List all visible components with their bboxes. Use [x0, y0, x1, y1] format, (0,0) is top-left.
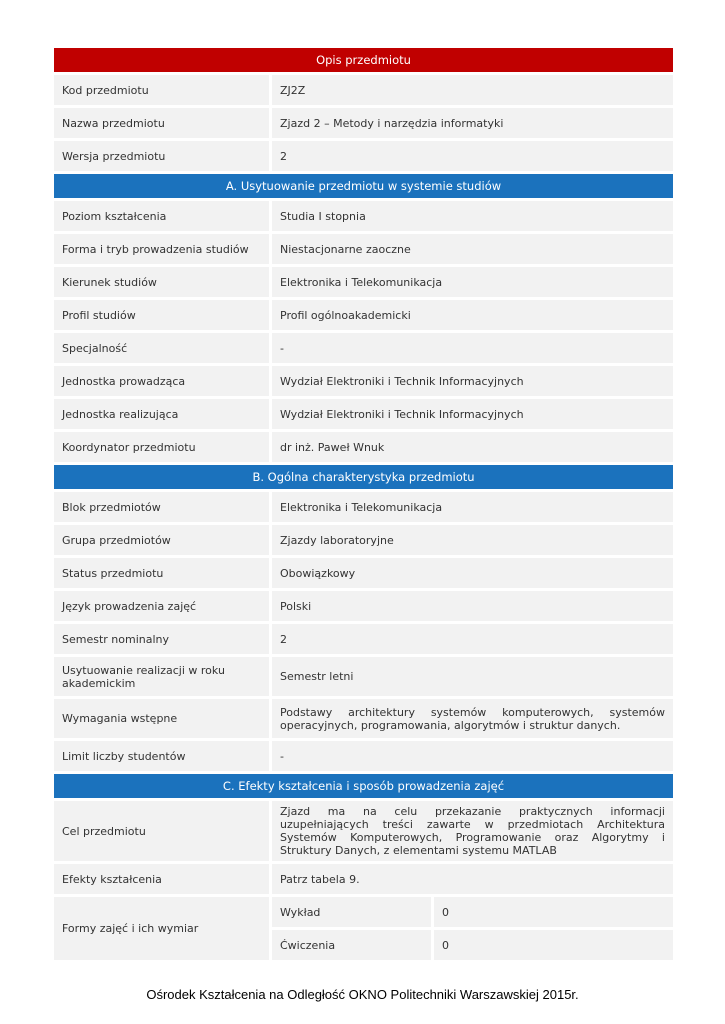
form-hours: 0 [431, 897, 673, 927]
table-row [54, 591, 673, 621]
row-value: Wydział Elektroniki i Technik Informacyjnych [269, 366, 673, 396]
row-label: Limit liczby studentów [54, 741, 269, 771]
section-header-a [54, 174, 673, 198]
table-row [54, 366, 673, 396]
row-label: Język prowadzenia zajęć [54, 591, 269, 621]
row-label: Usytuowanie realizacji w roku akademickim [54, 657, 269, 696]
table-row [54, 699, 673, 738]
table-row [54, 897, 673, 927]
table-title: Opis przedmiotu [54, 48, 673, 72]
header-row [54, 48, 673, 72]
row-label: Cel przedmiotu [54, 801, 269, 861]
section-header-b [54, 465, 673, 489]
row-value: 2 [269, 141, 673, 171]
table-row [54, 234, 673, 264]
table-row [54, 201, 673, 231]
course-description-table [54, 45, 673, 963]
row-value: Wydział Elektroniki i Technik Informacyjnych [269, 399, 673, 429]
row-value: Semestr letni [269, 657, 673, 696]
table-row [54, 741, 673, 771]
table-row [54, 399, 673, 429]
row-label: Kod przedmiotu [54, 75, 269, 105]
table-row [54, 75, 673, 105]
row-label: Jednostka prowadząca [54, 366, 269, 396]
row-label: Semestr nominalny [54, 624, 269, 654]
form-hours: 0 [431, 930, 673, 960]
row-value: Obowiązkowy [269, 558, 673, 588]
row-label: Kierunek studiów [54, 267, 269, 297]
row-value: 2 [269, 624, 673, 654]
page-footer: Ośrodek Kształcenia na Odległość OKNO Politechniki Warszawskiej 2015r. [146, 987, 579, 1002]
row-value: - [269, 333, 673, 363]
table-row [54, 801, 673, 861]
row-value: ZJ2Z [269, 75, 673, 105]
table-row [54, 864, 673, 894]
row-label: Specjalność [54, 333, 269, 363]
row-label: Nazwa przedmiotu [54, 108, 269, 138]
row-label: Forma i tryb prowadzenia studiów [54, 234, 269, 264]
table-row [54, 558, 673, 588]
row-value: Profil ogólnoakademicki [269, 300, 673, 330]
row-label: Profil studiów [54, 300, 269, 330]
table-row [54, 624, 673, 654]
row-label: Efekty kształcenia [54, 864, 269, 894]
row-value: Elektronika i Telekomunikacja [269, 267, 673, 297]
row-label: Formy zajęć i ich wymiar [54, 897, 269, 960]
form-name: Ćwiczenia [269, 930, 431, 960]
section-title: A. Usytuowanie przedmiotu w systemie studiów [54, 174, 673, 198]
section-title: C. Efekty kształcenia i sposób prowadzenia zajęć [54, 774, 673, 798]
row-value: dr inż. Paweł Wnuk [269, 432, 673, 462]
row-value: Podstawy architektury systemów komputerowych, systemów operacyjnych, programowania, algorytmów i struktur danych. [269, 699, 673, 738]
row-label: Blok przedmiotów [54, 492, 269, 522]
table-row [54, 492, 673, 522]
row-label: Grupa przedmiotów [54, 525, 269, 555]
table-row [54, 333, 673, 363]
row-value: - [269, 741, 673, 771]
section-title: B. Ogólna charakterystyka przedmiotu [54, 465, 673, 489]
table-row [54, 141, 673, 171]
row-value: Polski [269, 591, 673, 621]
row-label: Status przedmiotu [54, 558, 269, 588]
row-value: Patrz tabela 9. [269, 864, 673, 894]
row-value: Zjazd 2 – Metody i narzędzia informatyki [269, 108, 673, 138]
row-label: Koordynator przedmiotu [54, 432, 269, 462]
section-header-c [54, 774, 673, 798]
row-label: Wymagania wstępne [54, 699, 269, 738]
table-row [54, 267, 673, 297]
form-name: Wykład [269, 897, 431, 927]
table-row [54, 300, 673, 330]
row-value: Elektronika i Telekomunikacja [269, 492, 673, 522]
row-label: Wersja przedmiotu [54, 141, 269, 171]
table-row [54, 108, 673, 138]
table-row [54, 432, 673, 462]
table-row [54, 525, 673, 555]
row-label: Jednostka realizująca [54, 399, 269, 429]
table-row [54, 657, 673, 696]
row-value: Studia I stopnia [269, 201, 673, 231]
row-value: Niestacjonarne zaoczne [269, 234, 673, 264]
row-value: Zjazdy laboratoryjne [269, 525, 673, 555]
row-label: Poziom kształcenia [54, 201, 269, 231]
row-value: Zjazd ma na celu przekazanie praktycznych informacji uzupełniających treści zawarte w przedmiotach Architektura Systemów Komputerowych, Programowanie oraz Algorytmy i Struktury Danych, z elementami systemu MATLAB [269, 801, 673, 861]
